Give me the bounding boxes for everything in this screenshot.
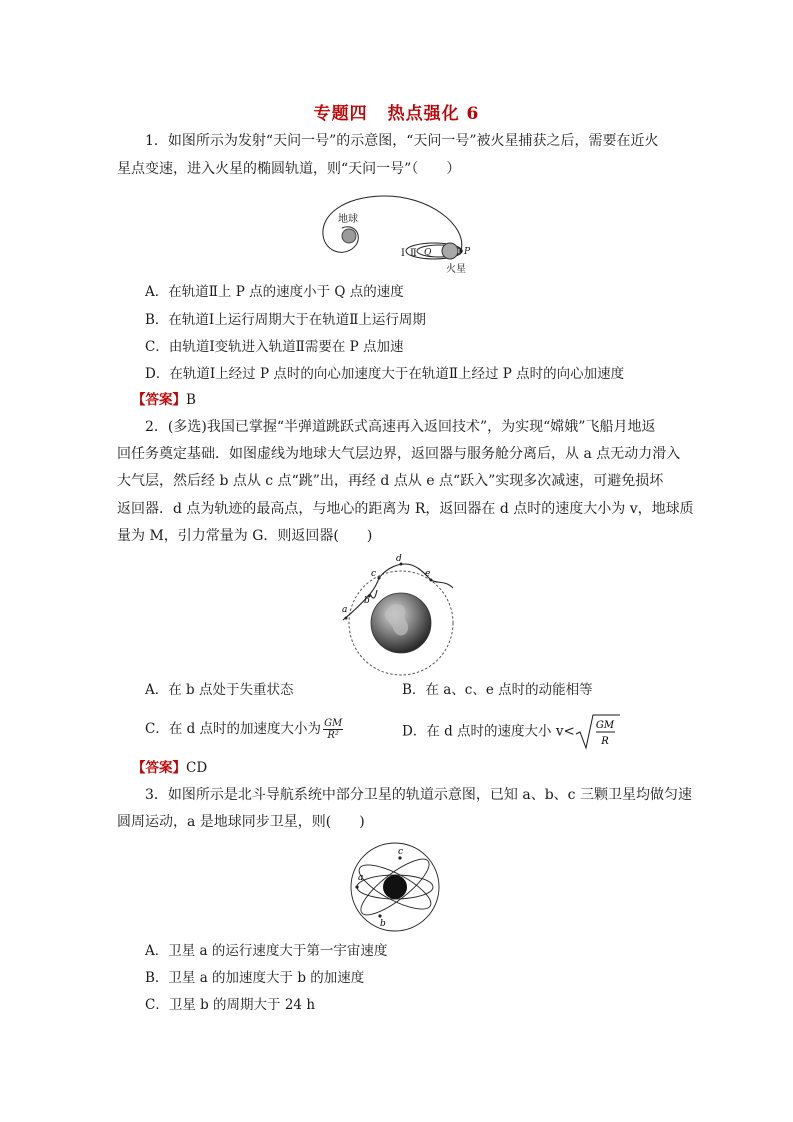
satellite-b-dot bbox=[378, 914, 381, 917]
point-c-dot bbox=[378, 577, 381, 580]
q1-figure bbox=[318, 190, 478, 280]
q2-option-b: B．在 a、c、e 点时的动能相等 bbox=[402, 682, 593, 698]
q3-option-a: A．卫星 a 的运行速度大于第一宇宙速度 bbox=[145, 943, 388, 959]
q3-stem-line2: 圆周运动，a 是地球同步卫星，则( ) bbox=[117, 814, 365, 830]
point-a-label: a bbox=[342, 605, 348, 615]
q2-answer-value: CD bbox=[186, 760, 208, 776]
q2-option-c bbox=[145, 712, 343, 746]
orbit-1-label: Ⅰ bbox=[401, 248, 405, 259]
earth-icon bbox=[383, 875, 407, 899]
fraction-denominator: R² bbox=[327, 730, 339, 741]
point-p-dot bbox=[459, 249, 463, 253]
q2-option-a: A．在 b 点处于失重状态 bbox=[145, 682, 294, 698]
satellite-b-label: b bbox=[380, 919, 386, 929]
fraction-numerator: GM bbox=[324, 718, 343, 729]
trajectory-dip bbox=[370, 590, 377, 598]
q1-answer bbox=[132, 390, 196, 410]
point-d-label: d bbox=[396, 554, 402, 564]
q2-stem-line4: 返回器．d 点为轨迹的最高点，与地心的距离为 R，返回器在 d 点时的速度大小为 v，地球质 bbox=[117, 501, 694, 517]
point-p-label: P bbox=[464, 247, 471, 257]
q2-option-c-fraction bbox=[323, 718, 343, 741]
q1-option-d: D．在轨道Ⅰ上经过 P 点时的向心加速度大于在轨道Ⅱ上经过 P 点时的向心加速度 bbox=[145, 366, 625, 382]
page-title bbox=[0, 99, 793, 124]
satellite-a-label: a bbox=[358, 873, 364, 883]
q1-option-c: C．由轨道Ⅰ变轨进入轨道Ⅱ需要在 P 点加速 bbox=[145, 339, 404, 355]
q3-option-c: C．卫星 b 的周期大于 24 h bbox=[145, 997, 316, 1013]
q2-option-c-text: C．在 d 点时的加速度大小为 bbox=[145, 721, 322, 737]
earth-icon bbox=[342, 229, 356, 243]
q2-stem-line1: 2．(多选)我国已掌握“半弹道跳跃式高速再入返回技术”，为实现“嫦娥”飞船月地返 bbox=[145, 419, 656, 435]
sqrt-icon bbox=[575, 712, 621, 752]
earth-label: 地球 bbox=[338, 214, 358, 225]
sqrt-denominator: R bbox=[601, 736, 609, 747]
q1-answer-tag: 【答案】 bbox=[132, 392, 186, 408]
title-sub: 热点强化 6 bbox=[387, 104, 480, 124]
q1-answer-value: B bbox=[186, 392, 196, 408]
mars-label: 火星 bbox=[446, 264, 466, 275]
q1-stem-line2: 星点变速，进入火星的椭圆轨道，则“天问一号”（ ） bbox=[117, 161, 461, 177]
q1-option-b: B．在轨道Ⅰ上运行周期大于在轨道Ⅱ上运行周期 bbox=[145, 312, 426, 328]
orbit-2-label: Ⅱ bbox=[410, 248, 417, 259]
point-e-label: e bbox=[425, 569, 431, 579]
q2-option-d-text: D．在 d 点时的速度大小 v< bbox=[402, 723, 575, 740]
sqrt-numerator: GM bbox=[595, 720, 614, 731]
q3-stem-line1: 3．如图所示是北斗导航系统中部分卫星的轨道示意图，已知 a、b、c 三颗卫星均做匀速 bbox=[145, 787, 692, 803]
q2-stem-line5: 量为 M，引力常量为 G．则返回器( ) bbox=[117, 528, 373, 544]
q3-figure bbox=[348, 840, 444, 934]
mars-icon bbox=[442, 243, 458, 259]
point-a-dot bbox=[345, 617, 348, 620]
q2-option-d bbox=[402, 712, 621, 752]
title-main: 专题四 bbox=[313, 104, 368, 124]
q1-option-a: A．在轨道Ⅱ上 P 点的速度小于 Q 点的速度 bbox=[145, 284, 404, 300]
q3-option-b: B．卫星 a 的加速度大于 b 的加速度 bbox=[145, 970, 365, 986]
q2-stem-line2: 回任务奠定基础．如图虚线为地球大气层边界，返回器与服务舱分离后，从 a 点无动力滑入 bbox=[117, 446, 681, 462]
satellite-c-label: c bbox=[398, 847, 404, 857]
q1-stem-line1: 1．如图所示为发射“天问一号”的示意图，“天问一号”被火星捕获之后，需要在近火 bbox=[145, 133, 659, 149]
point-q-label: Q bbox=[424, 248, 432, 258]
q2-stem-line3: 大气层，然后经 b 点从 c 点“跳”出，再经 d 点从 e 点“跃入”实现多次减速，可避免损坏 bbox=[117, 473, 664, 489]
q2-answer-tag: 【答案】 bbox=[132, 760, 186, 776]
point-b-label: b bbox=[364, 596, 370, 606]
q2-answer bbox=[132, 758, 207, 778]
q2-figure bbox=[333, 550, 465, 680]
satellite-a-dot bbox=[355, 885, 358, 888]
point-c-label: c bbox=[371, 569, 377, 579]
